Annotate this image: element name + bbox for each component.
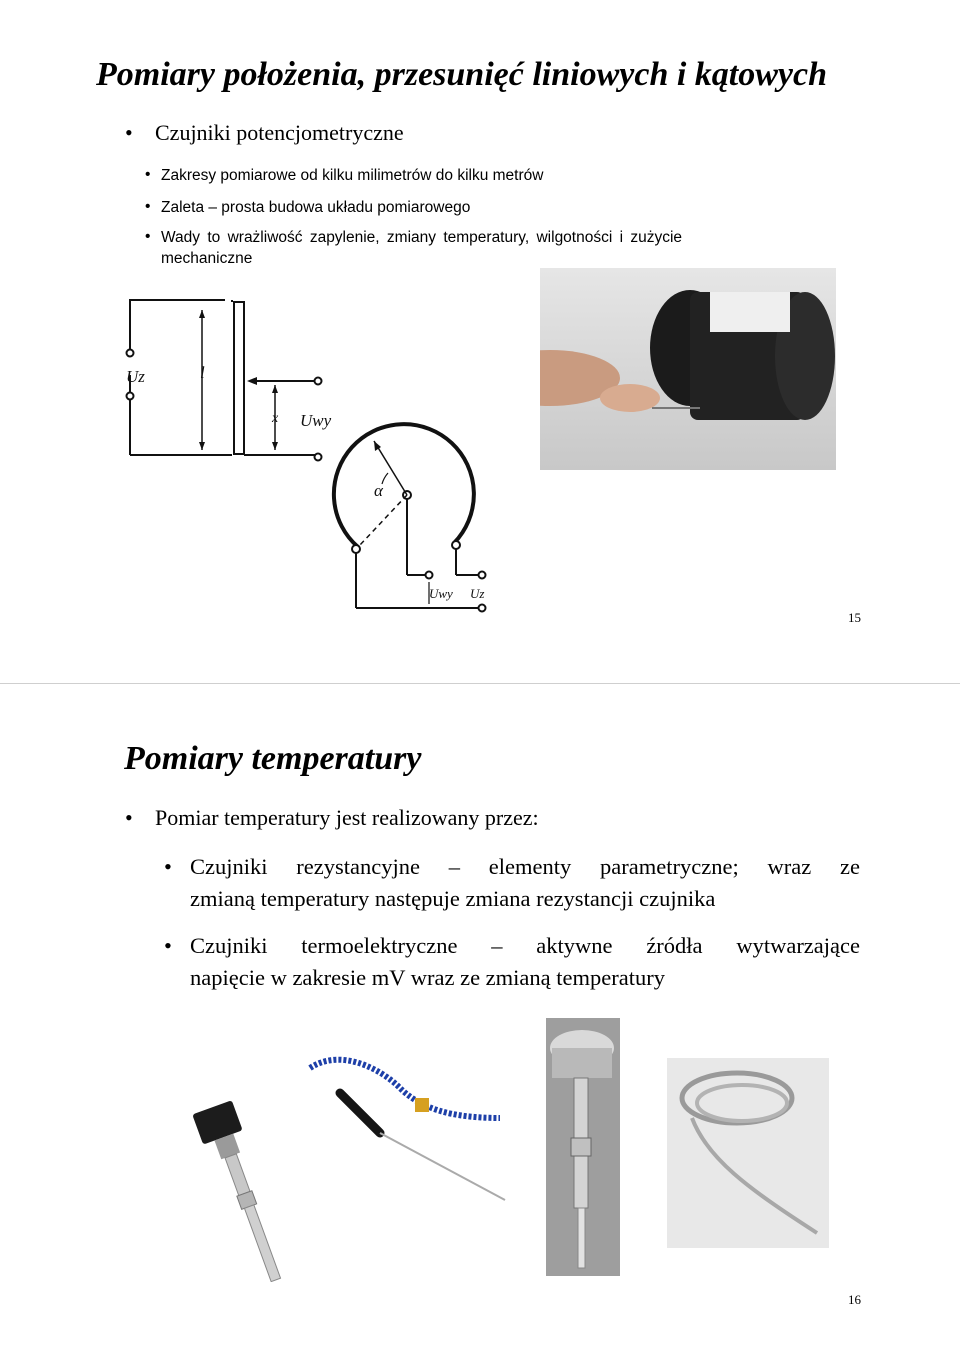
bullet-temperature <box>125 805 539 831</box>
item-line-2: zmianą temperatury następuje zmiana rezystancji czujnika <box>190 886 716 911</box>
potentiometric-sensor-photo <box>540 268 836 470</box>
label-x: x <box>272 411 279 426</box>
sheathed-thermocouple-photo <box>667 1058 829 1248</box>
bullet-dot: • <box>164 854 172 879</box>
sub-item-text: Zaleta – prosta budowa układu pomiarowego <box>161 199 471 216</box>
bullet-text: Pomiar temperatury jest realizowany przez: <box>155 805 539 830</box>
thermocouple-head-photo <box>546 1018 620 1276</box>
page-number: 16 <box>848 1292 861 1307</box>
slide-16 <box>0 684 960 1367</box>
page-number: 15 <box>848 610 861 625</box>
potentiometer-diagram <box>120 290 500 620</box>
label-l: l <box>200 363 205 382</box>
slide-15 <box>0 0 960 683</box>
sub-item-advantage <box>145 198 471 217</box>
label-alpha: α <box>374 481 383 500</box>
bullet-potentiometric <box>125 120 404 146</box>
label-uwy-bottom: Uwy <box>429 586 453 601</box>
sub-item-disadvantages <box>145 228 683 247</box>
sub-item-text: mechaniczne <box>161 250 253 267</box>
bullet-dot: • <box>125 805 133 830</box>
slide-title: Pomiary położenia, przesunięć liniowych i kątowych <box>96 56 828 93</box>
item-thermoelectric-sensors <box>164 930 860 994</box>
bullet-dot: • <box>145 228 151 245</box>
item-line-2: napięcie w zakresie mV wraz ze zmianą temperatury <box>190 965 665 990</box>
label-uz-left: Uz <box>126 367 145 386</box>
bullet-dot: • <box>125 120 133 145</box>
bullet-text: Czujniki potencjometryczne <box>155 120 404 145</box>
bullet-dot: • <box>164 933 172 958</box>
slide-title: Pomiary temperatury <box>124 740 422 777</box>
label-uz-bottom: Uz <box>470 586 485 601</box>
sub-item-text: Wady to wrażliwość zapylenie, zmiany temperatury, wilgotności i zużycie <box>161 229 683 246</box>
sub-item-range <box>145 166 544 185</box>
sub-item-continuation <box>161 250 252 268</box>
item-resistive-sensors <box>164 851 860 915</box>
item-line-1: Czujniki termoelektryczne – aktywne źródła wytwarzające <box>190 933 860 958</box>
bullet-dot: • <box>145 166 151 183</box>
sub-item-text: Zakresy pomiarowe od kilku milimetrów do kilku metrów <box>161 167 544 184</box>
item-line-1: Czujniki rezystancyjne – elementy parametryczne; wraz ze <box>190 854 860 879</box>
bullet-dot: • <box>145 198 151 215</box>
label-uwy-top: Uwy <box>300 411 332 430</box>
thermocouple-probe-photo <box>300 1048 515 1208</box>
